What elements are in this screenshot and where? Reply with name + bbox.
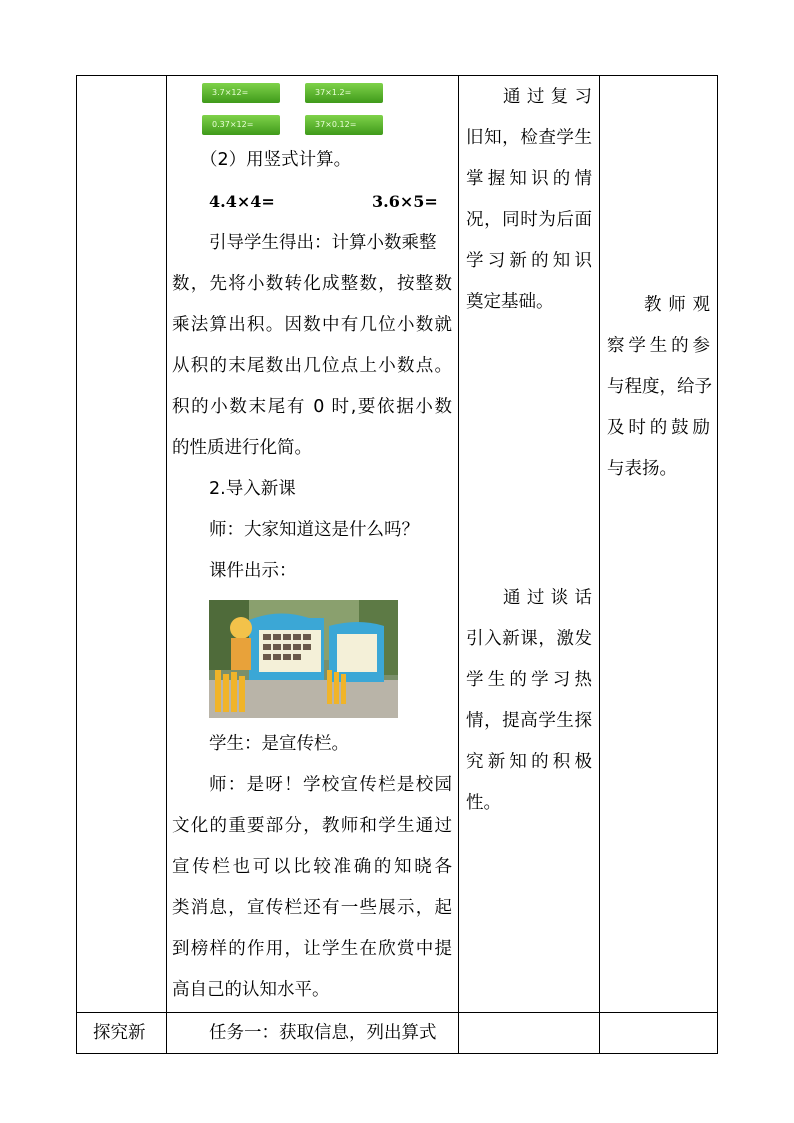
- review-line-5: 学习新的知识: [466, 251, 592, 271]
- observe-line-4: 及时的鼓励: [607, 418, 710, 438]
- courseware-label: 课件出示：: [209, 561, 297, 581]
- equation-2: 3.6×5=: [372, 192, 438, 211]
- student-answer: 学生：是宣传栏。: [209, 734, 349, 754]
- task-1-heading: 任务一：获取信息，列出算式: [209, 1023, 437, 1043]
- col-divider-3: [599, 75, 600, 1054]
- col-divider-2: [458, 75, 459, 1054]
- teacher-line-4: 类消息，宣传栏还有一些展示，起: [172, 898, 452, 918]
- review-line-3: 掌握知识的情: [466, 169, 592, 189]
- intro-line-2: 引入新课，激发: [466, 629, 592, 649]
- section-2-heading: 2.导入新课: [209, 479, 296, 499]
- rule-line-1: 引导学生得出：计算小数乘整: [209, 233, 437, 253]
- exercise-card-1: 3.7×12=: [202, 83, 280, 103]
- exercise-card-4: 37×0.12=: [305, 115, 383, 135]
- rule-line-5: 积的小数末尾有 0 时,要依据小数: [172, 397, 452, 417]
- review-line-4: 况，同时为后面: [466, 210, 592, 230]
- rule-line-6: 的性质进行化简。: [172, 438, 312, 458]
- rule-line-2: 数，先将小数转化成整数，按整数: [172, 274, 452, 294]
- rule-line-4: 从积的末尾数出几位点上小数点。: [172, 356, 452, 376]
- col-divider-1: [166, 75, 167, 1054]
- intro-line-3: 学生的学习热: [466, 670, 592, 690]
- phase-label: 探究新: [93, 1023, 146, 1043]
- table-bottom-border: [76, 1053, 718, 1054]
- intro-line-4: 情，提高学生探: [466, 711, 592, 731]
- review-line-2: 旧知，检查学生: [466, 128, 592, 148]
- observe-line-3: 与程度，给予: [607, 377, 712, 397]
- teacher-line-5: 到榜样的作用，让学生在欣赏中提: [172, 939, 452, 959]
- observe-line-2: 察学生的参: [607, 336, 710, 356]
- observe-line-5: 与表扬。: [607, 459, 677, 479]
- review-line-1: 通过复习: [503, 87, 592, 107]
- step-2-heading: （2）用竖式计算。: [200, 150, 352, 170]
- col-border-right: [717, 75, 718, 1054]
- teacher-question: 师：大家知道这是什么吗？: [209, 520, 419, 540]
- teacher-line-2: 文化的重要部分，教师和学生通过: [172, 816, 452, 836]
- intro-line-5: 究新知的积极: [466, 752, 592, 772]
- teacher-line-1: 师：是呀！学校宣传栏是校园: [209, 775, 452, 795]
- equation-1: 4.4×4=: [209, 192, 275, 211]
- teacher-line-6: 高自己的认知水平。: [172, 980, 330, 1000]
- intro-line-1: 通过谈话: [503, 588, 592, 608]
- table-top-border: [76, 75, 718, 76]
- exercise-card-3: 0.37×12=: [202, 115, 280, 135]
- review-line-6: 奠定基础。: [466, 292, 554, 312]
- bulletin-board-photo: [209, 600, 398, 718]
- col-border-left: [76, 75, 77, 1054]
- rule-line-3: 乘法算出积。因数中有几位小数就: [172, 315, 452, 335]
- intro-line-6: 性。: [466, 793, 501, 813]
- observe-line-1: 教师观: [644, 295, 710, 315]
- teacher-line-3: 宣传栏也可以比较准确的知晓各: [172, 857, 452, 877]
- row-divider: [76, 1012, 718, 1013]
- exercise-card-2: 37×1.2=: [305, 83, 383, 103]
